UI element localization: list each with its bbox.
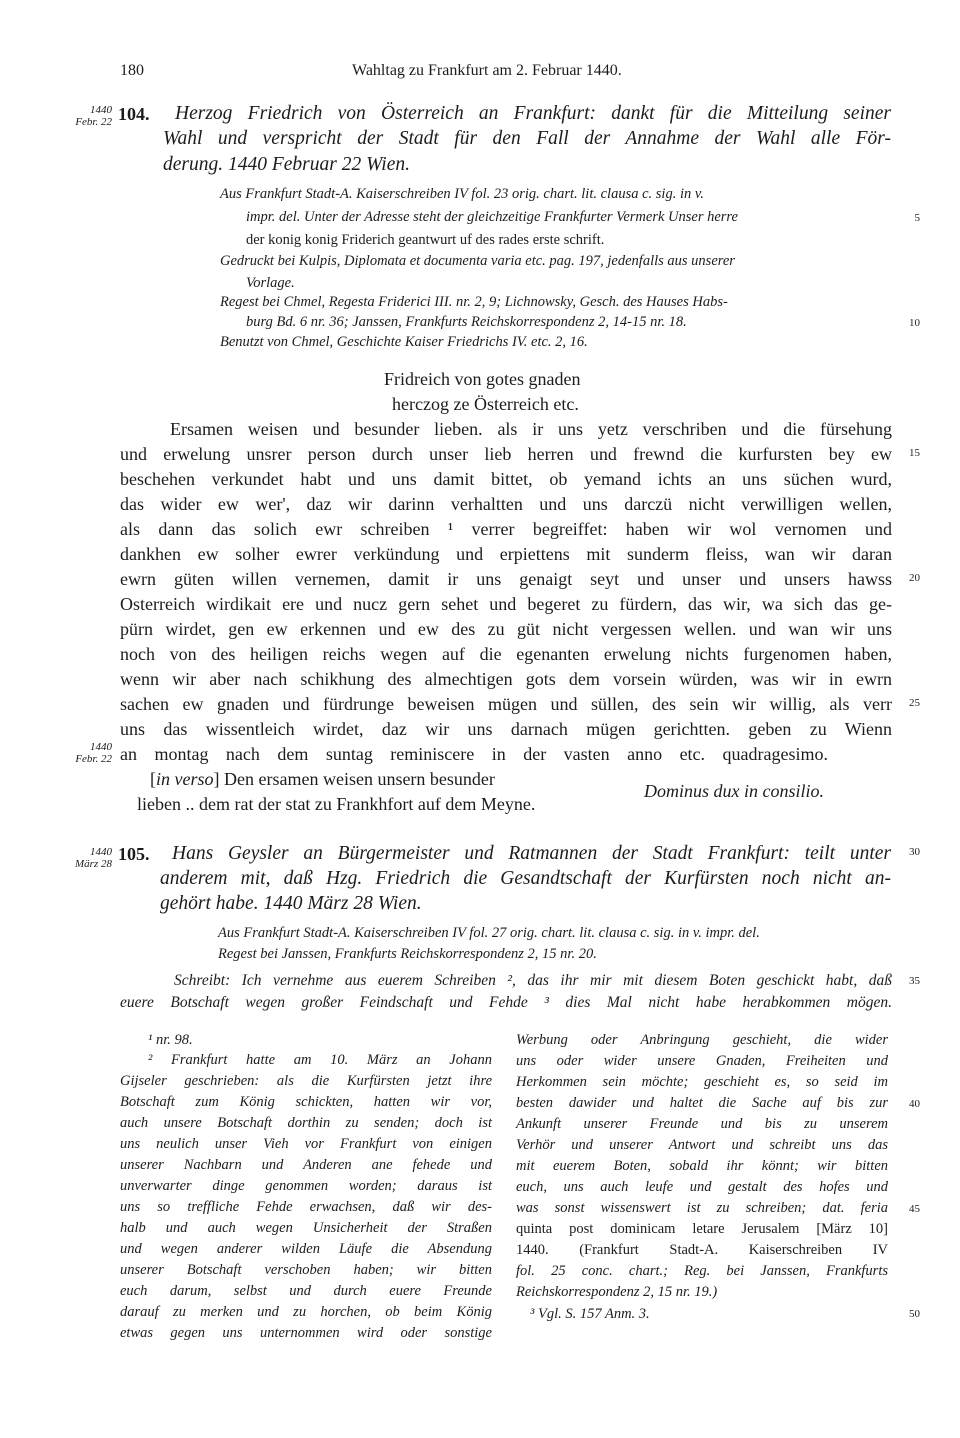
- address-text: Den ersamen weisen unsern besunder: [224, 769, 495, 789]
- footnote-line: 1440. (Frankfurt Stadt-A. Kaiserschreiben IV: [516, 1242, 888, 1258]
- letter-text-line: ewrn güten willen vernemen, damit ir uns genaigt seyt und unser und unsers hawss: [120, 569, 892, 589]
- letter-text-line: wenn wir aber nach schikhung des almechtigen gots dem vorsein würden, was wir in ewrn: [120, 669, 892, 689]
- letter-text-line: das wider ew wer', daz wir darinn verhaltten und uns darczü nicht verwilligen wellen,: [120, 494, 892, 514]
- running-head: Wahltag zu Frankfurt am 2. Februar 1440.: [352, 62, 622, 79]
- footnote-line: Herkommen sein möchte; geschieht es, so seid im: [516, 1074, 888, 1090]
- doc105-source-line: Regest bei Janssen, Frankfurts Reichskorrespondenz 2, 15 nr. 20.: [218, 946, 597, 962]
- footnote-line: mit euerem Boten, sobald ihr könnt; wir bitten: [516, 1158, 888, 1174]
- letter-text-line: beschehen verkundet habt und uns damit bittet, ob yemand ichts an uns süchen wurd,: [120, 469, 892, 489]
- footnote-line: Werbung oder Anbringung geschieht, die wider: [516, 1032, 888, 1048]
- line-number: 50: [909, 1308, 920, 1320]
- line-number: 40: [909, 1098, 920, 1110]
- footnote-line: halb und auch wegen Unsicherheit der Straßen: [120, 1220, 492, 1236]
- margin-day: Febr. 22: [75, 753, 112, 765]
- address-line: lieben .. dem rat der stat zu Frankhfort auf dem Meyne.: [137, 794, 536, 814]
- doc104-margin-date: [62, 104, 112, 128]
- doc105-summary-line: euere Botschaft wegen großer Feindschaft und Fehde ³ dies Mal nicht habe herabkommen mögen.: [120, 994, 892, 1011]
- footnote-line: euch darum, selbst und durch euere Freunde: [120, 1283, 492, 1299]
- letter-text-line: Ersamen weisen und besunder lieben. als ir uns yetz verschriben und die fürsehung: [170, 419, 892, 439]
- intitulatio-line: Fridreich von gotes gnaden: [384, 369, 581, 389]
- letter-text-line: sachen ew gnaden und fürdrunge beweisen mügen und süllen, des sein wir willig, als verr: [120, 694, 892, 714]
- doc105-summary-line: Schreibt: Ich vernehme aus euerem Schreiben ², das ihr mir mit diesem Boten geschickt habt, daß: [174, 972, 892, 989]
- letter-text-line: uns das wissentleich wirdet, daz wir uns darnach mügen gerichtten. geben zu Wienn: [120, 719, 892, 739]
- footnote-line: quinta post dominicam letare Jerusalem [März 10]: [516, 1221, 888, 1237]
- letter-text-line: pürn wirdet, gen ew erkennen und ew des zu güt nicht vergessen wellen. und wan wir uns: [120, 619, 892, 639]
- doc105-margin-date: [62, 846, 112, 870]
- doc104-source-line: der konig konig Friderich geantwurt uf des rades erste schrift.: [246, 232, 605, 248]
- letter-text-line: noch von des heiligen reichs wegen auf die egenanten erwelung nichts furgenomen haben,: [120, 644, 892, 664]
- letter-text-line: an montag nach dem suntag reminiscere in der vasten anno etc. quadragesimo.: [120, 744, 828, 764]
- footnote-line: ¹ nr. 98.: [148, 1032, 193, 1048]
- letter-text-line: und erwelung unsrer person durch unser lieb herren und frewnd die kurfursten bey ew: [120, 444, 892, 464]
- doc104-source-line: Gedruckt bei Kulpis, Diplomata et documenta varia etc. pag. 197, jedenfalls aus unserer: [220, 253, 735, 269]
- footnote-line: Verhör und unserer Antwort und schreibt uns das: [516, 1137, 888, 1153]
- doc104-source-line: Vorlage.: [246, 275, 295, 291]
- footnote-line: Reichskorrespondenz 2, 15 nr. 19.): [516, 1284, 718, 1300]
- margin-year: 1440: [90, 104, 112, 116]
- line-number: 35: [909, 975, 920, 987]
- footnote-line: unserer Botschaft verschoben haben; wir bitten: [120, 1262, 492, 1278]
- line-number: 20: [909, 572, 920, 584]
- line-number: 10: [909, 317, 920, 329]
- footnote-line: was sonst wissenswert ist zu schreiben; dat. feria: [516, 1200, 888, 1216]
- margin-year: 1440: [90, 741, 112, 753]
- doc104-source-line: impr. del. Unter der Adresse steht der gleichzeitige Frankfurter Vermerk Unser herre: [246, 209, 738, 225]
- footnote-line: und wegen anderer wilden Läufe die Absendung: [120, 1241, 492, 1257]
- line-number: 30: [909, 846, 920, 858]
- footnote-line: uns oder wider unsere Gnaden, Freiheiten und: [516, 1053, 888, 1069]
- doc104-source-line: Benutzt von Chmel, Geschichte Kaiser Friedrichs IV. etc. 2, 16.: [220, 334, 588, 350]
- footnote-line: Ankunft unserer Freunde und bis zu unserem: [516, 1116, 888, 1132]
- doc105-regest-line: gehört habe. 1440 März 28 Wien.: [160, 893, 422, 914]
- footnote-line: etwas gegen uns unternommen wird oder sonstige: [120, 1325, 492, 1341]
- doc104-source-line: Aus Frankfurt Stadt-A. Kaiserschreiben IV fol. 23 orig. chart. lit. clausa c. sig. in v.: [220, 186, 704, 202]
- footnote-line: besten dawider und haltet die Sache auf bis zur: [516, 1095, 888, 1111]
- doc104-regest-line: Herzog Friedrich von Österreich an Frankfurt: dankt für die Mitteilung seiner: [175, 103, 891, 124]
- letter-text-line: als dann das solich ewr schreiben ¹ verrer begreiffet: haben wir wol vernomen und: [120, 519, 892, 539]
- page-number: 180: [120, 62, 144, 79]
- letter-text-line: dankhen ew solher ewrer verkündung und erpiettens mit sunderm fleiss, wan wir daran: [120, 544, 892, 564]
- address-label: in verso: [156, 769, 214, 789]
- doc105-source-line: Aus Frankfurt Stadt-A. Kaiserschreiben IV fol. 27 orig. chart. lit. clausa c. sig. in v. impr. del.: [218, 925, 760, 941]
- doc104-source-line: burg Bd. 6 nr. 36; Janssen, Frankfurts Reichskorrespondenz 2, 14-15 nr. 18.: [246, 314, 687, 330]
- margin-day: Febr. 22: [75, 116, 112, 128]
- line-number: 15: [909, 447, 920, 459]
- footnote-line: ³ Vgl. S. 157 Anm. 3.: [530, 1306, 650, 1322]
- footnote-line: uns neulich unser Vieh vor Frankfurt von einigen: [120, 1136, 492, 1152]
- line-number: 5: [914, 212, 920, 224]
- margin-day: März 28: [75, 858, 112, 870]
- intitulatio-line: herczog ze Österreich etc.: [392, 394, 579, 414]
- footnote-line: Botschaft zum König schickten, hatten wir vor,: [120, 1094, 492, 1110]
- margin-year: 1440: [90, 846, 112, 858]
- line-number: 25: [909, 697, 920, 709]
- doc104-dating-margin-date: [62, 741, 112, 765]
- doc104-regest-line: Wahl und verspricht der Stadt für den Fall der Annahme der Wahl alle För-: [163, 128, 891, 149]
- footnote-line: unserer Nachbarn und Anderen ane fehede und: [120, 1157, 492, 1173]
- doc104-number: 104.: [118, 104, 150, 124]
- footnote-line: unverwarter dinge genommen worden; daraus ist: [120, 1178, 492, 1194]
- footnote-line: uns so treffliche Fehde erwachsen, daß wir des-: [120, 1199, 492, 1215]
- footnote-line: fol. 25 conc. chart.; Reg. bei Janssen, Frankfurts: [516, 1263, 888, 1279]
- footnote-line: Gijseler geschrieben: als die Kurfürsten jetzt ihre: [120, 1073, 492, 1089]
- line-number: 45: [909, 1203, 920, 1215]
- address-line: [in verso] Den ersamen weisen unsern besunder: [150, 769, 495, 789]
- doc105-regest-line: Hans Geysler an Bürgermeister und Ratmannen der Stadt Frankfurt: teilt unter: [172, 843, 891, 864]
- chancery-note: Dominus dux in consilio.: [644, 781, 824, 801]
- letter-text-line: Osterreich wirdikait ere und nucz gern sehet und begeret zu fürdern, das wir, wa sich das ge-: [120, 594, 892, 614]
- doc105-regest-line: anderem mit, daß Hzg. Friedrich die Gesandtschaft der Kurfürsten noch nicht an-: [160, 868, 891, 889]
- footnote-line: euch, uns auch leufe und gestalt des hofes und: [516, 1179, 888, 1195]
- footnote-line: darauf zu merken und zu horchen, ob beim König: [120, 1304, 492, 1320]
- doc105-number: 105.: [118, 844, 150, 864]
- footnote-line: ² Frankfurt hatte am 10. März an Johann: [148, 1052, 492, 1068]
- doc104-regest-line: derung. 1440 Februar 22 Wien.: [163, 154, 410, 175]
- footnote-line: auch unsere Botschaft dorthin zu senden; doch ist: [120, 1115, 492, 1131]
- doc104-source-line: Regest bei Chmel, Regesta Friderici III. nr. 2, 9; Lichnowsky, Gesch. des Hauses Habs-: [220, 294, 728, 310]
